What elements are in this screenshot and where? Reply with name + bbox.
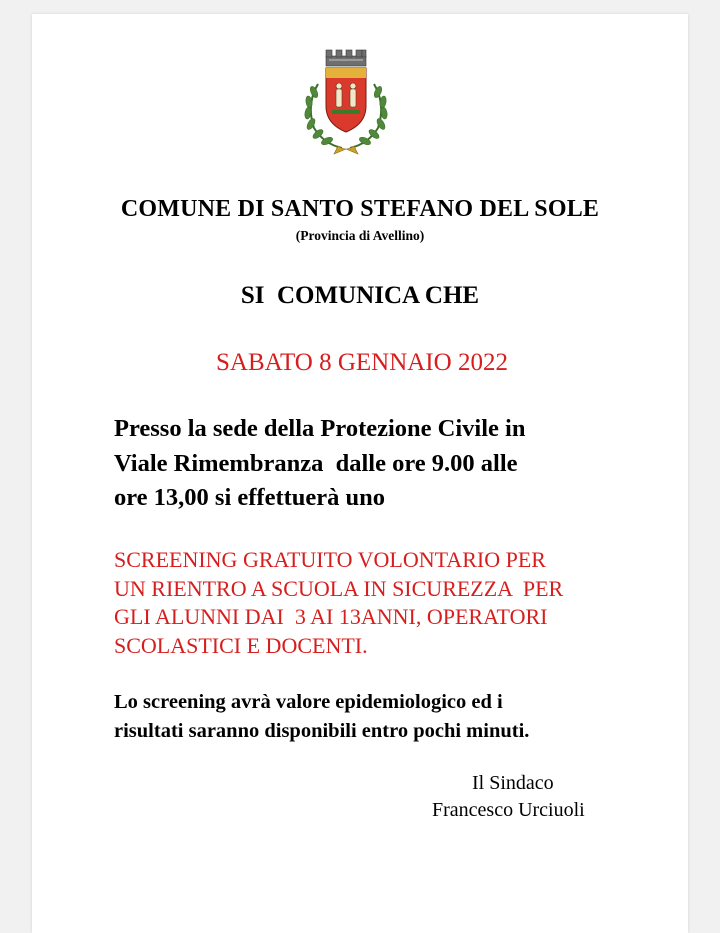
screening-description — [114, 546, 674, 660]
municipality-name: COMUNE DI SANTO STEFANO DEL SOLE — [120, 196, 600, 222]
screening-line: UN RIENTRO A SCUOLA IN SICUREZZA PER — [114, 575, 564, 601]
province-subtitle: (Provincia di Avellino) — [295, 228, 425, 243]
notice-document — [32, 14, 688, 933]
announcement-intro: SI COMUNICA CHE — [240, 282, 480, 309]
screening-line: SCOLASTICI E DOCENTI. — [114, 632, 368, 658]
screening-line: SCREENING GRATUITO VOLONTARIO PER — [114, 547, 546, 572]
screening-note — [114, 688, 674, 746]
event-details — [114, 412, 674, 516]
signature-block — [432, 770, 632, 824]
note-line: risultati saranno disponibili entro pochi minuti. — [114, 720, 530, 742]
signature-title: Il Sindaco — [472, 772, 554, 794]
details-line: ore 13,00 si effettuerà uno — [114, 484, 386, 511]
details-line: Viale Rimembranza dalle ore 9.00 alle — [114, 449, 518, 477]
event-date: SABATO 8 GENNAIO 2022 — [216, 349, 508, 376]
coat-of-arms-icon — [296, 44, 396, 156]
note-line: Lo screening avrà valore epidemiologico ed i — [114, 691, 503, 713]
signature-name: Francesco Urciuoli — [432, 799, 585, 821]
details-line: Presso la sede della Protezione Civile in — [114, 415, 526, 442]
screening-line: GLI ALUNNI DAI 3 AI 13ANNI, OPERATORI — [114, 604, 548, 629]
